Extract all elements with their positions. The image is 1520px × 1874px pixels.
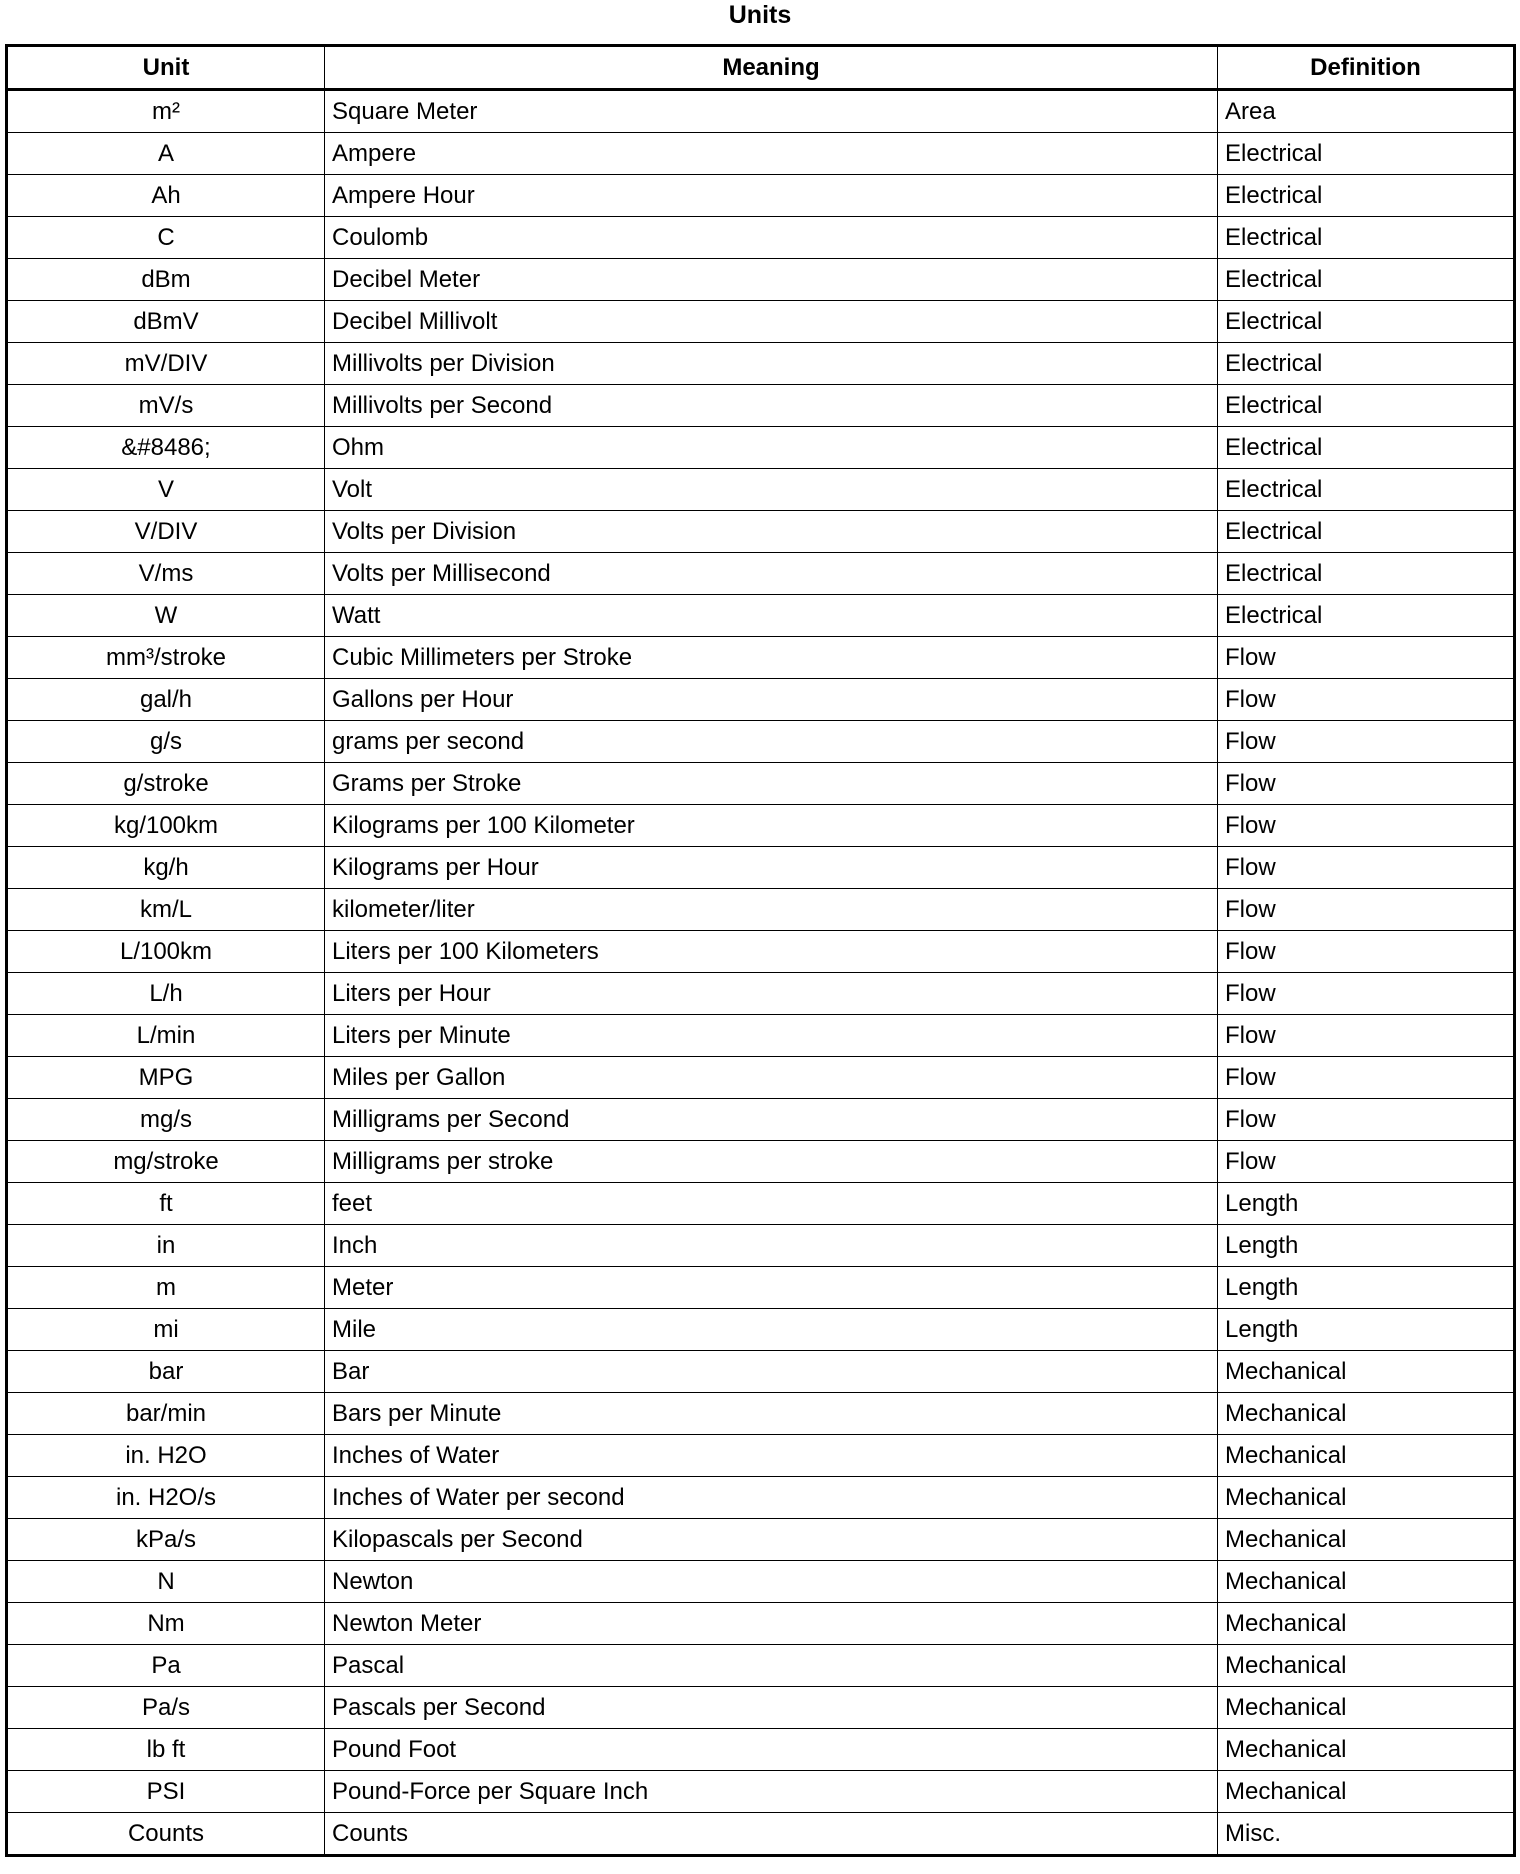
definition-cell: Mechanical <box>1218 1771 1515 1813</box>
table-row <box>7 1183 1515 1225</box>
meaning-cell: Inches of Water per second <box>325 1477 1218 1519</box>
unit-cell: N <box>7 1561 325 1603</box>
unit-cell: g/s <box>7 721 325 763</box>
table-row <box>7 1099 1515 1141</box>
table-row <box>7 133 1515 175</box>
meaning-cell: Square Meter <box>325 90 1218 133</box>
definition-cell: Mechanical <box>1218 1603 1515 1645</box>
table-row <box>7 1351 1515 1393</box>
meaning-cell: kilometer/liter <box>325 889 1218 931</box>
definition-cell: Length <box>1218 1309 1515 1351</box>
unit-cell: &#8486; <box>7 427 325 469</box>
unit-cell: mg/stroke <box>7 1141 325 1183</box>
definition-cell: Flow <box>1218 679 1515 721</box>
header-row <box>7 46 1515 90</box>
table-row <box>7 1435 1515 1477</box>
meaning-cell: Miles per Gallon <box>325 1057 1218 1099</box>
meaning-cell: feet <box>325 1183 1218 1225</box>
definition-cell: Mechanical <box>1218 1561 1515 1603</box>
definition-cell: Electrical <box>1218 553 1515 595</box>
table-row <box>7 1645 1515 1687</box>
table-row <box>7 1141 1515 1183</box>
table-row <box>7 217 1515 259</box>
unit-cell: PSI <box>7 1771 325 1813</box>
meaning-cell: Liters per 100 Kilometers <box>325 931 1218 973</box>
table-row <box>7 1603 1515 1645</box>
meaning-cell: Bar <box>325 1351 1218 1393</box>
meaning-cell: grams per second <box>325 721 1218 763</box>
meaning-cell: Pound Foot <box>325 1729 1218 1771</box>
unit-cell: Ah <box>7 175 325 217</box>
definition-cell: Flow <box>1218 973 1515 1015</box>
unit-cell: mm³/stroke <box>7 637 325 679</box>
table-row <box>7 1519 1515 1561</box>
definition-cell: Mechanical <box>1218 1687 1515 1729</box>
page-title: Units <box>728 1 792 29</box>
definition-cell: Electrical <box>1218 427 1515 469</box>
unit-cell: g/stroke <box>7 763 325 805</box>
unit-cell: V/DIV <box>7 511 325 553</box>
table-row <box>7 1309 1515 1351</box>
units-table <box>5 44 1516 1857</box>
meaning-cell: Grams per Stroke <box>325 763 1218 805</box>
definition-cell: Flow <box>1218 889 1515 931</box>
meaning-cell: Ampere <box>325 133 1218 175</box>
meaning-cell: Ohm <box>325 427 1218 469</box>
unit-cell: W <box>7 595 325 637</box>
unit-cell: dBm <box>7 259 325 301</box>
meaning-cell: Volts per Millisecond <box>325 553 1218 595</box>
table-row <box>7 385 1515 427</box>
meaning-cell: Kilopascals per Second <box>325 1519 1218 1561</box>
meaning-cell: Newton Meter <box>325 1603 1218 1645</box>
definition-cell: Mechanical <box>1218 1645 1515 1687</box>
unit-cell: A <box>7 133 325 175</box>
meaning-cell: Counts <box>325 1813 1218 1856</box>
unit-cell: mi <box>7 1309 325 1351</box>
unit-cell: bar/min <box>7 1393 325 1435</box>
column-header-meaning: Meaning <box>325 46 1218 90</box>
definition-cell: Length <box>1218 1183 1515 1225</box>
table-row <box>7 637 1515 679</box>
table-row <box>7 679 1515 721</box>
meaning-cell: Coulomb <box>325 217 1218 259</box>
definition-cell: Mechanical <box>1218 1435 1515 1477</box>
column-header-definition: Definition <box>1218 46 1515 90</box>
definition-cell: Flow <box>1218 637 1515 679</box>
meaning-cell: Volt <box>325 469 1218 511</box>
definition-cell: Electrical <box>1218 259 1515 301</box>
unit-cell: dBmV <box>7 301 325 343</box>
unit-cell: L/min <box>7 1015 325 1057</box>
definition-cell: Electrical <box>1218 595 1515 637</box>
unit-cell: m² <box>7 90 325 133</box>
unit-cell: mV/DIV <box>7 343 325 385</box>
table-row <box>7 259 1515 301</box>
table-row <box>7 805 1515 847</box>
definition-cell: Length <box>1218 1225 1515 1267</box>
table-row <box>7 1015 1515 1057</box>
table-row <box>7 1057 1515 1099</box>
table-row <box>7 973 1515 1015</box>
meaning-cell: Bars per Minute <box>325 1393 1218 1435</box>
unit-cell: bar <box>7 1351 325 1393</box>
table-row <box>7 427 1515 469</box>
unit-cell: mg/s <box>7 1099 325 1141</box>
definition-cell: Mechanical <box>1218 1477 1515 1519</box>
unit-cell: Pa/s <box>7 1687 325 1729</box>
meaning-cell: Liters per Hour <box>325 973 1218 1015</box>
unit-cell: kg/h <box>7 847 325 889</box>
definition-cell: Flow <box>1218 805 1515 847</box>
definition-cell: Flow <box>1218 763 1515 805</box>
meaning-cell: Pascal <box>325 1645 1218 1687</box>
unit-cell: in <box>7 1225 325 1267</box>
unit-cell: Pa <box>7 1645 325 1687</box>
unit-cell: m <box>7 1267 325 1309</box>
table-row <box>7 1687 1515 1729</box>
definition-cell: Mechanical <box>1218 1393 1515 1435</box>
table-row <box>7 301 1515 343</box>
unit-cell: V <box>7 469 325 511</box>
definition-cell: Electrical <box>1218 469 1515 511</box>
table-row <box>7 90 1515 133</box>
meaning-cell: Pound-Force per Square Inch <box>325 1771 1218 1813</box>
meaning-cell: Millivolts per Second <box>325 385 1218 427</box>
definition-cell: Misc. <box>1218 1813 1515 1856</box>
meaning-cell: Meter <box>325 1267 1218 1309</box>
definition-cell: Mechanical <box>1218 1519 1515 1561</box>
table-row <box>7 1729 1515 1771</box>
definition-cell: Mechanical <box>1218 1351 1515 1393</box>
table-row <box>7 511 1515 553</box>
unit-cell: in. H2O <box>7 1435 325 1477</box>
meaning-cell: Liters per Minute <box>325 1015 1218 1057</box>
meaning-cell: Inch <box>325 1225 1218 1267</box>
meaning-cell: Mile <box>325 1309 1218 1351</box>
meaning-cell: Millivolts per Division <box>325 343 1218 385</box>
unit-cell: L/100km <box>7 931 325 973</box>
unit-cell: L/h <box>7 973 325 1015</box>
definition-cell: Flow <box>1218 1015 1515 1057</box>
definition-cell: Flow <box>1218 1099 1515 1141</box>
table-row <box>7 175 1515 217</box>
definition-cell: Flow <box>1218 931 1515 973</box>
table-row <box>7 889 1515 931</box>
unit-cell: ft <box>7 1183 325 1225</box>
definition-cell: Flow <box>1218 1057 1515 1099</box>
table-row <box>7 595 1515 637</box>
definition-cell: Flow <box>1218 847 1515 889</box>
table-row <box>7 553 1515 595</box>
meaning-cell: Ampere Hour <box>325 175 1218 217</box>
meaning-cell: Gallons per Hour <box>325 679 1218 721</box>
table-row <box>7 343 1515 385</box>
table-row <box>7 469 1515 511</box>
definition-cell: Length <box>1218 1267 1515 1309</box>
unit-cell: lb ft <box>7 1729 325 1771</box>
definition-cell: Flow <box>1218 1141 1515 1183</box>
unit-cell: Counts <box>7 1813 325 1856</box>
unit-cell: kg/100km <box>7 805 325 847</box>
table-row <box>7 847 1515 889</box>
meaning-cell: Milligrams per stroke <box>325 1141 1218 1183</box>
table-row <box>7 1561 1515 1603</box>
definition-cell: Electrical <box>1218 343 1515 385</box>
column-header-unit: Unit <box>7 46 325 90</box>
meaning-cell: Cubic Millimeters per Stroke <box>325 637 1218 679</box>
unit-cell: MPG <box>7 1057 325 1099</box>
meaning-cell: Newton <box>325 1561 1218 1603</box>
unit-cell: V/ms <box>7 553 325 595</box>
unit-cell: Nm <box>7 1603 325 1645</box>
meaning-cell: Inches of Water <box>325 1435 1218 1477</box>
table-body <box>7 90 1515 1856</box>
meaning-cell: Kilograms per Hour <box>325 847 1218 889</box>
definition-cell: Mechanical <box>1218 1729 1515 1771</box>
meaning-cell: Milligrams per Second <box>325 1099 1218 1141</box>
unit-cell: km/L <box>7 889 325 931</box>
meaning-cell: Watt <box>325 595 1218 637</box>
table-row <box>7 1477 1515 1519</box>
table-row <box>7 721 1515 763</box>
unit-cell: gal/h <box>7 679 325 721</box>
table-row <box>7 1393 1515 1435</box>
table-row <box>7 931 1515 973</box>
meaning-cell: Decibel Meter <box>325 259 1218 301</box>
definition-cell: Area <box>1218 90 1515 133</box>
meaning-cell: Volts per Division <box>325 511 1218 553</box>
definition-cell: Electrical <box>1218 511 1515 553</box>
table-row <box>7 763 1515 805</box>
definition-cell: Electrical <box>1218 175 1515 217</box>
table-row <box>7 1267 1515 1309</box>
definition-cell: Electrical <box>1218 217 1515 259</box>
definition-cell: Flow <box>1218 721 1515 763</box>
definition-cell: Electrical <box>1218 133 1515 175</box>
table-row <box>7 1225 1515 1267</box>
unit-cell: in. H2O/s <box>7 1477 325 1519</box>
definition-cell: Electrical <box>1218 385 1515 427</box>
unit-cell: C <box>7 217 325 259</box>
table-row <box>7 1771 1515 1813</box>
unit-cell: mV/s <box>7 385 325 427</box>
meaning-cell: Decibel Millivolt <box>325 301 1218 343</box>
meaning-cell: Pascals per Second <box>325 1687 1218 1729</box>
meaning-cell: Kilograms per 100 Kilometer <box>325 805 1218 847</box>
unit-cell: kPa/s <box>7 1519 325 1561</box>
table-row <box>7 1813 1515 1856</box>
definition-cell: Electrical <box>1218 301 1515 343</box>
